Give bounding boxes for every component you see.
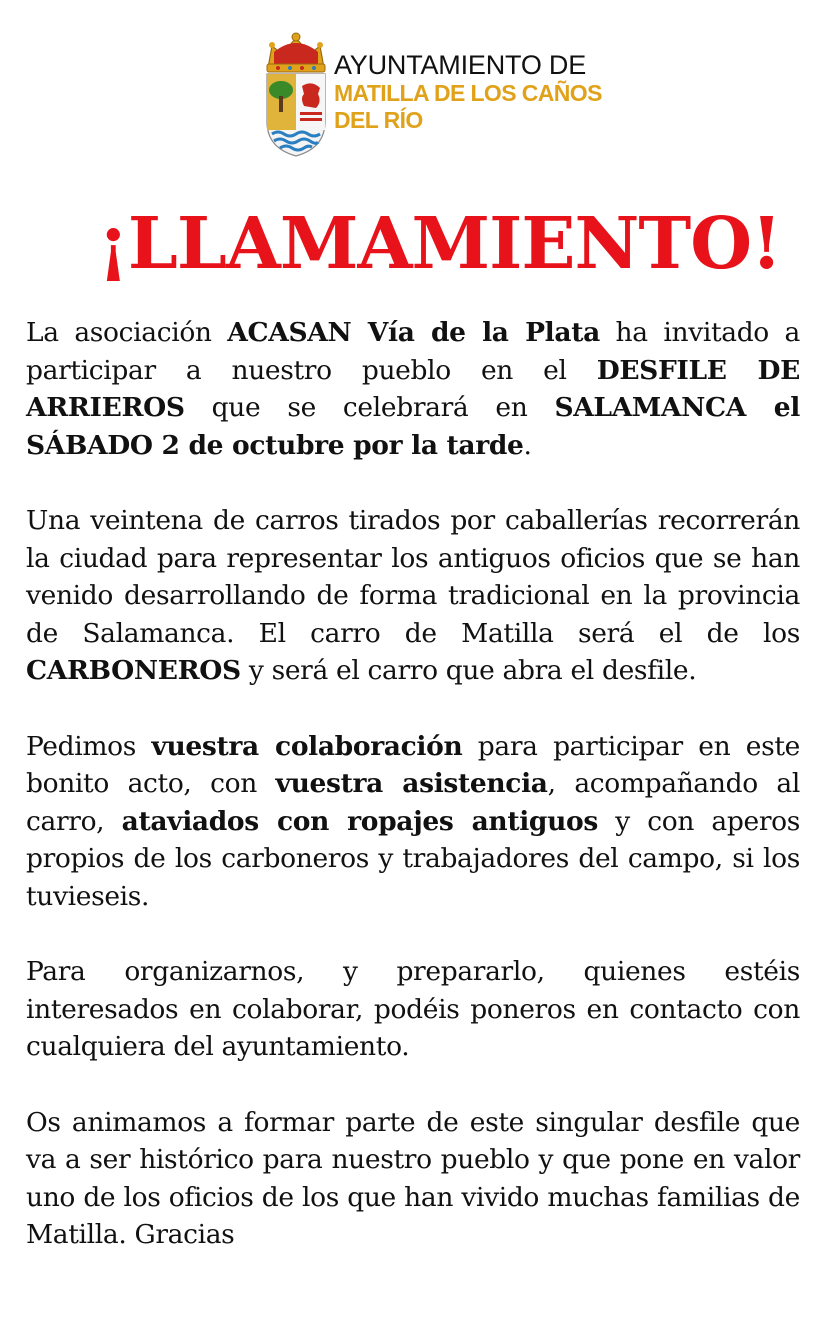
paragraph-description — [26, 502, 800, 690]
document-body — [26, 314, 800, 1292]
logo-line-ayuntamiento: AYUNTAMIENTO DE — [334, 50, 587, 80]
text-run: Os animamos a formar parte de este singular desfile que va a ser histórico para nuestro pueblo y que pone en valor uno de los oficios de los que han vivido muchas familias de Matilla. Gracias — [26, 1106, 800, 1250]
text-run: La asociación — [26, 317, 228, 348]
bold-carboneros: CARBONEROS — [26, 655, 241, 686]
coat-of-arms-icon — [262, 30, 330, 158]
headline: ¡LLAMAMIENTO! — [97, 201, 782, 285]
bold-event: DESFILE DE ARRIEROS — [26, 354, 800, 423]
text-run: para participar en este bonito acto, con — [26, 730, 800, 799]
text-run: Para organizarnos, y prepararlo, quienes estéis interesados en colaborar, podéis poneros en contacto con cualquiera del ayuntamiento. — [26, 956, 800, 1062]
text-run: y será el carro que abra el desfile. — [240, 655, 697, 686]
text-run: que se celebrará en — [184, 392, 555, 423]
bold-costume: ataviados con ropajes antiguos — [121, 805, 598, 837]
paragraph-request — [26, 728, 800, 916]
municipal-logo — [262, 30, 602, 160]
bold-collaboration: vuestra colaboración — [151, 730, 463, 762]
paragraph-closing — [26, 1104, 800, 1254]
text-run: Pedimos — [26, 730, 152, 762]
text-run: , acompañando al carro, — [26, 768, 800, 837]
text-run: . — [523, 429, 532, 461]
bold-date-place: SALAMANCA el SÁBADO 2 de octubre por la tarde — [26, 392, 800, 461]
text-run: y con aperos propios de los carboneros y trabajadores del campo, si los tuvieseis. — [26, 805, 801, 912]
paragraph-contact — [26, 953, 800, 1066]
bold-attendance: vuestra asistencia — [275, 768, 548, 799]
text-run: Una veintena de carros tirados por caballerías recorrerán la ciudad para representar los antiguos oficios que se han venido desarrollando de forma tradicional en la provincia de Salamanca. El carro de Matilla será el de los — [26, 505, 800, 649]
paragraph-invitation — [26, 314, 800, 464]
logo-line-river: DEL RÍO — [334, 107, 423, 133]
logo-line-town: MATILLA DE LOS CAÑOS — [334, 80, 602, 106]
logo-text — [334, 50, 602, 134]
bold-association: ACASAN Vía de la Plata — [227, 317, 600, 348]
text-run: ha invitado a participar a nuestro pueblo en el — [26, 317, 800, 386]
